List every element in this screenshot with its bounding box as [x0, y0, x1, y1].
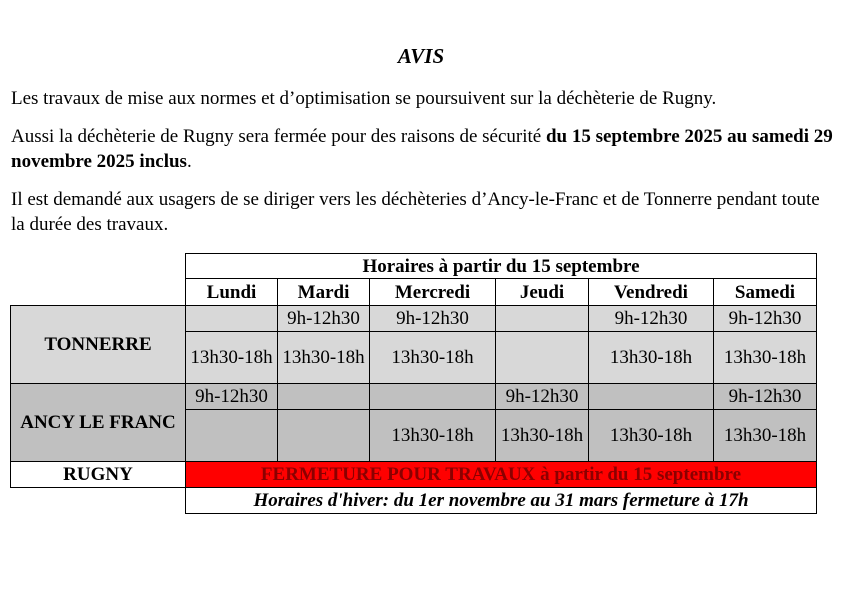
caption-row: [11, 254, 817, 279]
winter-row: [11, 488, 817, 514]
hours-cell: 13h30-18h: [714, 410, 817, 462]
notice-paragraph-closure: [11, 124, 836, 174]
hours-cell: [496, 306, 589, 332]
site-name-ancy-le-franc: ANCY LE FRANC: [11, 384, 186, 462]
hours-cell: [278, 410, 370, 462]
hours-cell: 13h30-18h: [589, 332, 714, 384]
notice-paragraph-works: Les travaux de mise aux normes et d’optimisation se poursuivent sur la déchèterie de Rugny.: [11, 88, 717, 109]
site-name-tonnerre: TONNERRE: [11, 306, 186, 384]
day-header: Jeudi: [496, 279, 589, 306]
hours-cell: [278, 384, 370, 410]
day-header: Lundi: [186, 279, 278, 306]
hours-cell: [589, 384, 714, 410]
hours-cell: 9h-12h30: [370, 306, 496, 332]
closure-text: Aussi la déchèterie de Rugny sera fermée pour des raisons de sécurité: [11, 126, 546, 147]
winter-hours-note: Horaires d'hiver: du 1er novembre au 31 mars fermeture à 17h: [186, 488, 817, 514]
hours-cell: 9h-12h30: [496, 384, 589, 410]
blank-cell: [11, 488, 186, 514]
notice-title: AVIS: [397, 44, 445, 68]
hours-cell: [370, 384, 496, 410]
hours-cell: 13h30-18h: [186, 332, 278, 384]
blank-cell: [11, 254, 186, 279]
hours-cell: 9h-12h30: [589, 306, 714, 332]
hours-cell: 9h-12h30: [714, 306, 817, 332]
tonnerre-morning-row: [11, 306, 817, 332]
schedule-table: [10, 253, 817, 514]
schedule-caption: Horaires à partir du 15 septembre: [186, 254, 817, 279]
hours-cell: 13h30-18h: [496, 410, 589, 462]
day-header: Vendredi: [589, 279, 714, 306]
hours-cell: 9h-12h30: [186, 384, 278, 410]
hours-cell: 13h30-18h: [714, 332, 817, 384]
hours-cell: [496, 332, 589, 384]
hours-cell: 9h-12h30: [714, 384, 817, 410]
closure-banner: FERMETURE POUR TRAVAUX à partir du 15 septembre: [186, 462, 817, 488]
closure-dates: du 15 septembre 2025 au samedi 29 novembre 2025 inclus: [11, 126, 833, 172]
blank-cell: [11, 279, 186, 306]
hours-cell: 13h30-18h: [370, 410, 496, 462]
hours-cell: 9h-12h30: [278, 306, 370, 332]
ancy-morning-row: [11, 384, 817, 410]
day-header: Samedi: [714, 279, 817, 306]
days-row: [11, 279, 817, 306]
hours-cell: 13h30-18h: [589, 410, 714, 462]
closure-period: .: [186, 151, 192, 172]
day-header: Mardi: [278, 279, 370, 306]
day-header: Mercredi: [370, 279, 496, 306]
hours-cell: 13h30-18h: [370, 332, 496, 384]
hours-cell: 13h30-18h: [278, 332, 370, 384]
site-name-rugny: RUGNY: [11, 462, 186, 488]
notice-paragraph-redirect: Il est demandé aux usagers de se diriger vers les déchèteries d’Ancy-le-Franc et de Tonnerre pendant toute la durée des travaux.: [11, 189, 820, 235]
rugny-row: [11, 462, 817, 488]
hours-cell: [186, 306, 278, 332]
hours-cell: [186, 410, 278, 462]
